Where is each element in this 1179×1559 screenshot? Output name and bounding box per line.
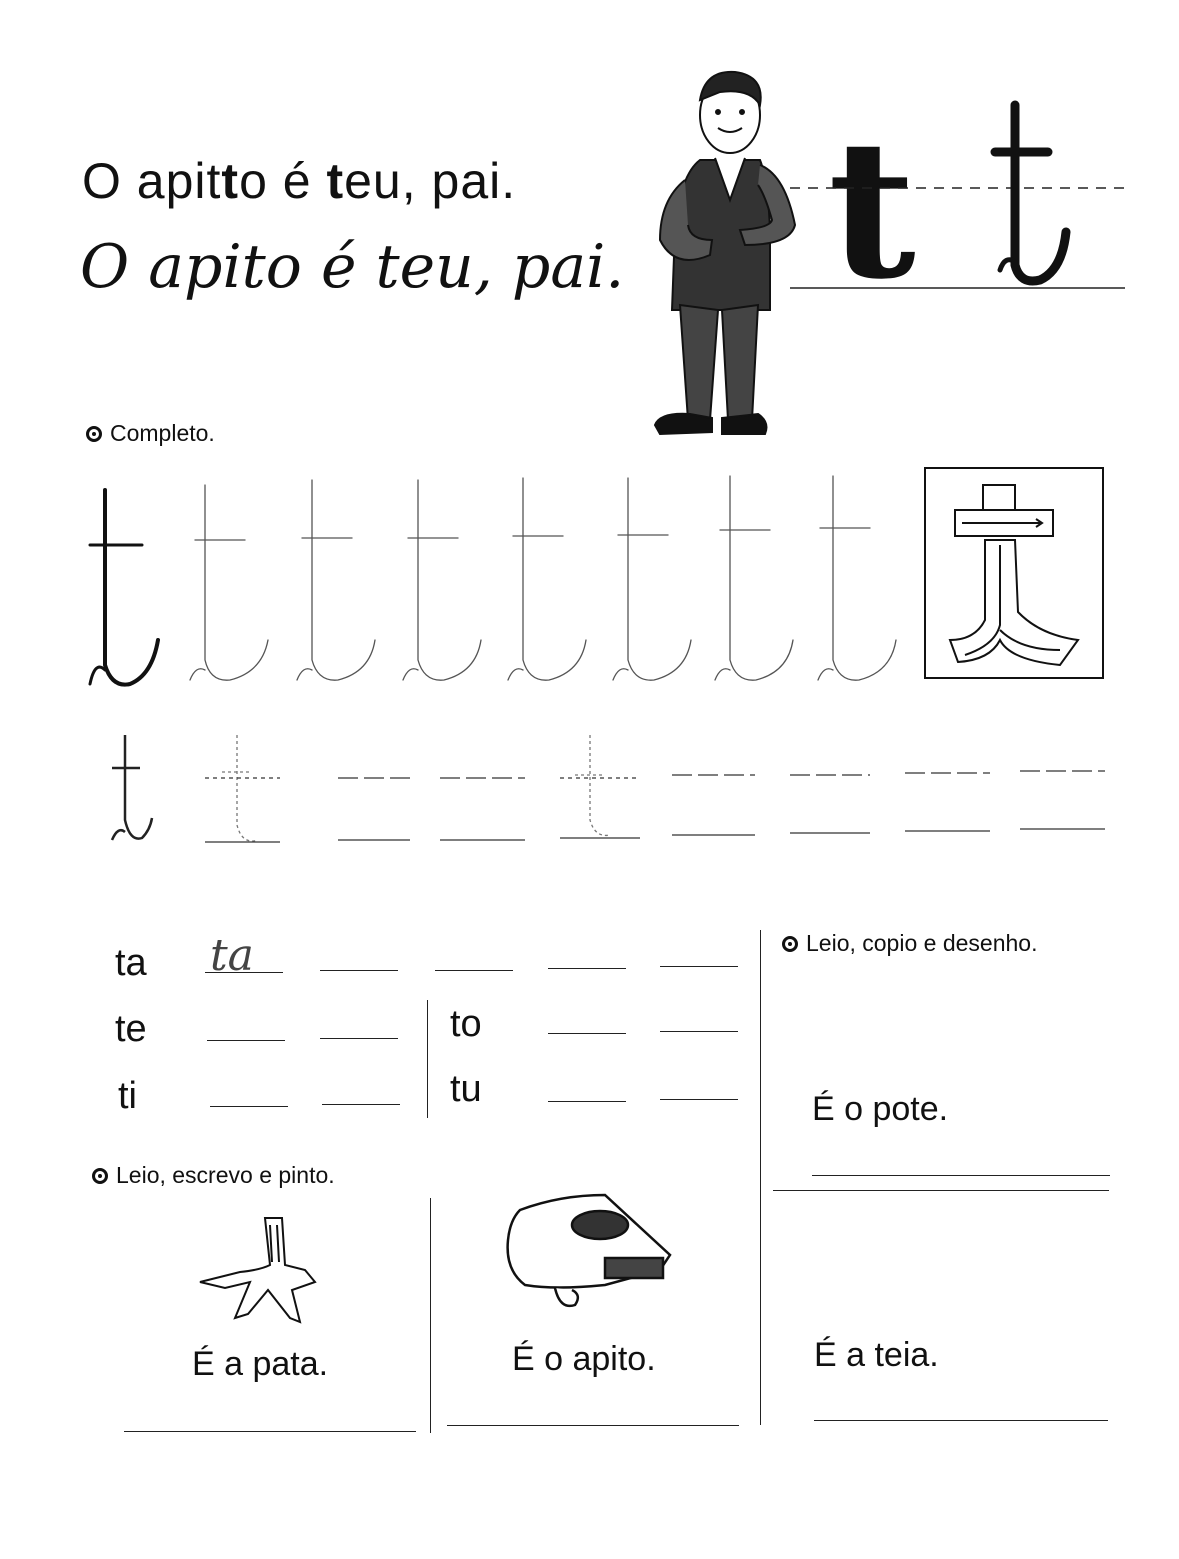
instruction-text: Completo.: [110, 420, 215, 446]
instruction-text: Leio, escrevo e pinto.: [116, 1162, 335, 1188]
sentence-apito: É o apito.: [512, 1340, 656, 1378]
copy-line[interactable]: [447, 1425, 739, 1426]
syllable-ta: ta: [115, 942, 147, 984]
title-part: o é: [239, 153, 327, 209]
sentence-pote: É o pote.: [812, 1090, 949, 1128]
syllable-to: to: [450, 1003, 482, 1045]
sentence-pata: É a pata.: [192, 1345, 329, 1383]
sample-cursive-ta: ta: [210, 930, 254, 981]
sentence-teia: É a teia.: [814, 1336, 939, 1374]
title-part: eu, pai.: [344, 153, 517, 209]
title-part: O apit: [82, 153, 222, 209]
instruction-text: Leio, copio e desenho.: [806, 930, 1038, 956]
syllable-tu: tu: [450, 1068, 482, 1110]
title-part-bold: t: [221, 153, 240, 209]
title-cursive-sentence: O apito é teu, pai.: [80, 232, 625, 302]
syllable-ti: ti: [118, 1075, 137, 1117]
syllable-te: te: [115, 1008, 147, 1050]
title-part-bold: t: [326, 153, 345, 209]
big-print-letter: t: [828, 98, 916, 321]
